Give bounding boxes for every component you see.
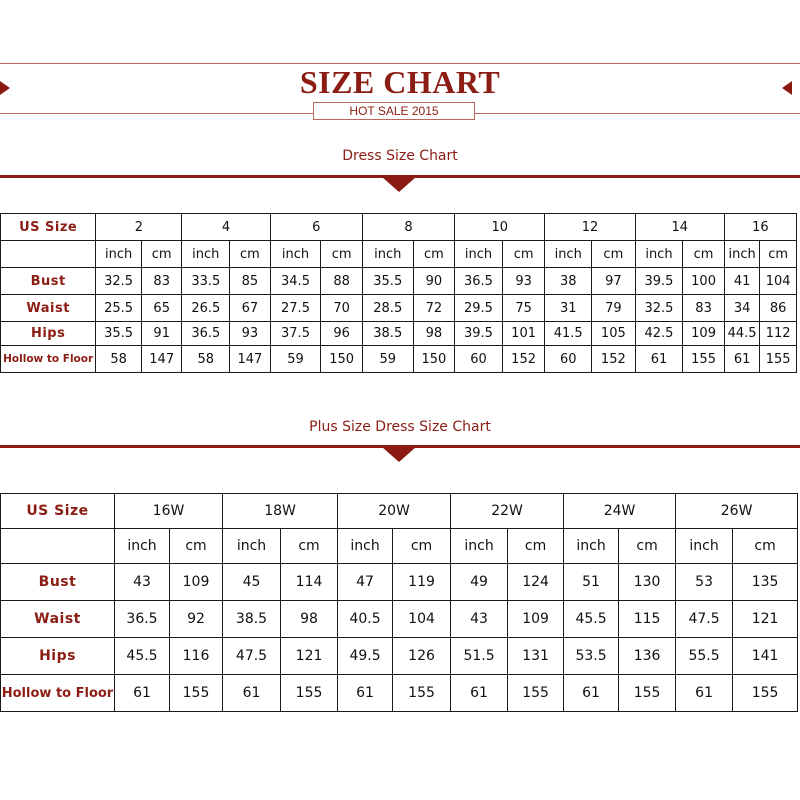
header-bottom-line-left bbox=[0, 113, 313, 114]
unit-cm: cm bbox=[393, 529, 451, 564]
table-cell: 43 bbox=[451, 601, 508, 638]
table-cell: 93 bbox=[502, 268, 545, 295]
table-cell: 32.5 bbox=[635, 295, 683, 322]
table-cell: 58 bbox=[96, 346, 142, 373]
plus-size-table bbox=[0, 493, 798, 712]
dress-row-hips bbox=[1, 322, 797, 346]
table-cell: 26.5 bbox=[182, 295, 230, 322]
table-cell: 92 bbox=[170, 601, 223, 638]
table-cell: 53 bbox=[676, 564, 733, 601]
unit-inch: inch bbox=[635, 241, 683, 268]
size-10: 10 bbox=[455, 214, 545, 241]
unit-cm: cm bbox=[141, 241, 182, 268]
unit-inch: inch bbox=[545, 241, 592, 268]
table-cell: 39.5 bbox=[635, 268, 683, 295]
table-cell: 135 bbox=[733, 564, 798, 601]
table-cell: 51.5 bbox=[451, 638, 508, 675]
table-cell: 29.5 bbox=[455, 295, 503, 322]
table-cell: 70 bbox=[321, 295, 363, 322]
page-subtitle: HOT SALE 2015 bbox=[313, 102, 475, 120]
unit-inch: inch bbox=[451, 529, 508, 564]
table-cell: 93 bbox=[230, 322, 271, 346]
unit-inch: inch bbox=[182, 241, 230, 268]
table-cell: 33.5 bbox=[182, 268, 230, 295]
table-cell: 36.5 bbox=[455, 268, 503, 295]
table-cell: 61 bbox=[724, 346, 759, 373]
table-cell: 72 bbox=[413, 295, 455, 322]
plus-unit-row bbox=[1, 529, 798, 564]
table-cell: 35.5 bbox=[96, 322, 142, 346]
table-cell: 97 bbox=[592, 268, 636, 295]
unit-cm: cm bbox=[413, 241, 455, 268]
table-cell: 100 bbox=[683, 268, 725, 295]
plus-size-header-row bbox=[1, 494, 798, 529]
table-cell: 45.5 bbox=[564, 601, 619, 638]
table-cell: 34 bbox=[724, 295, 759, 322]
table-cell: 61 bbox=[564, 675, 619, 712]
row-label-hips: Hips bbox=[1, 322, 96, 346]
table-cell: 61 bbox=[676, 675, 733, 712]
size-16: 16 bbox=[724, 214, 796, 241]
table-cell: 98 bbox=[281, 601, 338, 638]
table-cell: 98 bbox=[413, 322, 455, 346]
table-cell: 75 bbox=[502, 295, 545, 322]
size-22w: 22W bbox=[451, 494, 564, 529]
table-cell: 91 bbox=[141, 322, 182, 346]
dress-row-waist bbox=[1, 295, 797, 322]
size-14: 14 bbox=[635, 214, 724, 241]
table-cell: 53.5 bbox=[564, 638, 619, 675]
table-cell: 147 bbox=[230, 346, 271, 373]
table-cell: 60 bbox=[545, 346, 592, 373]
unit-cm: cm bbox=[760, 241, 797, 268]
table-cell: 130 bbox=[619, 564, 676, 601]
table-cell: 36.5 bbox=[115, 601, 170, 638]
plus-chart-down-arrow-icon bbox=[382, 447, 416, 462]
table-cell: 27.5 bbox=[270, 295, 321, 322]
table-cell: 152 bbox=[592, 346, 636, 373]
row-label-bust: Bust bbox=[1, 268, 96, 295]
us-size-label: US Size bbox=[1, 214, 96, 241]
row-label-hollow-to-floor: Hollow to Floor bbox=[1, 675, 115, 712]
size-20w: 20W bbox=[338, 494, 451, 529]
table-cell: 152 bbox=[502, 346, 545, 373]
table-cell: 47 bbox=[338, 564, 393, 601]
table-cell: 105 bbox=[592, 322, 636, 346]
table-cell: 114 bbox=[281, 564, 338, 601]
table-cell: 61 bbox=[115, 675, 170, 712]
unit-cm: cm bbox=[683, 241, 725, 268]
unit-inch: inch bbox=[564, 529, 619, 564]
unit-cm: cm bbox=[508, 529, 564, 564]
table-cell: 49.5 bbox=[338, 638, 393, 675]
unit-inch: inch bbox=[96, 241, 142, 268]
size-6: 6 bbox=[270, 214, 362, 241]
table-cell: 41.5 bbox=[545, 322, 592, 346]
table-cell: 38.5 bbox=[362, 322, 413, 346]
table-cell: 42.5 bbox=[635, 322, 683, 346]
table-cell: 55.5 bbox=[676, 638, 733, 675]
table-cell: 155 bbox=[683, 346, 725, 373]
plus-row-bust bbox=[1, 564, 798, 601]
unit-cm: cm bbox=[619, 529, 676, 564]
table-cell: 150 bbox=[413, 346, 455, 373]
unit-cm: cm bbox=[281, 529, 338, 564]
table-cell: 61 bbox=[338, 675, 393, 712]
table-cell: 155 bbox=[508, 675, 564, 712]
plus-row-hips bbox=[1, 638, 798, 675]
table-cell: 101 bbox=[502, 322, 545, 346]
table-cell: 86 bbox=[760, 295, 797, 322]
table-cell: 155 bbox=[619, 675, 676, 712]
table-cell: 65 bbox=[141, 295, 182, 322]
table-cell: 155 bbox=[393, 675, 451, 712]
unit-inch: inch bbox=[676, 529, 733, 564]
unit-inch: inch bbox=[362, 241, 413, 268]
dress-size-header-row bbox=[1, 214, 797, 241]
table-cell: 155 bbox=[170, 675, 223, 712]
row-label-waist: Waist bbox=[1, 601, 115, 638]
unit-cm: cm bbox=[733, 529, 798, 564]
table-cell: 39.5 bbox=[455, 322, 503, 346]
table-cell: 38.5 bbox=[223, 601, 281, 638]
unit-cm: cm bbox=[170, 529, 223, 564]
dress-row-hollow-to-floor bbox=[1, 346, 797, 373]
plus-row-hollow-to-floor bbox=[1, 675, 798, 712]
table-cell: 34.5 bbox=[270, 268, 321, 295]
row-label-hollow-to-floor: Hollow to Floor bbox=[1, 346, 96, 373]
table-cell: 36.5 bbox=[182, 322, 230, 346]
table-cell: 47.5 bbox=[223, 638, 281, 675]
table-cell: 136 bbox=[619, 638, 676, 675]
table-cell: 61 bbox=[223, 675, 281, 712]
table-cell: 85 bbox=[230, 268, 271, 295]
table-cell: 155 bbox=[760, 346, 797, 373]
table-cell: 88 bbox=[321, 268, 363, 295]
row-label-hips: Hips bbox=[1, 638, 115, 675]
table-cell: 37.5 bbox=[270, 322, 321, 346]
table-cell: 40.5 bbox=[338, 601, 393, 638]
table-cell: 124 bbox=[508, 564, 564, 601]
table-cell: 150 bbox=[321, 346, 363, 373]
table-cell: 38 bbox=[545, 268, 592, 295]
table-cell: 116 bbox=[170, 638, 223, 675]
table-cell: 79 bbox=[592, 295, 636, 322]
table-cell: 45 bbox=[223, 564, 281, 601]
table-cell: 61 bbox=[451, 675, 508, 712]
table-cell: 115 bbox=[619, 601, 676, 638]
dress-chart-title: Dress Size Chart bbox=[342, 148, 458, 164]
table-cell: 61 bbox=[635, 346, 683, 373]
table-cell: 41 bbox=[724, 268, 759, 295]
size-2: 2 bbox=[96, 214, 182, 241]
table-cell: 60 bbox=[455, 346, 503, 373]
table-cell: 25.5 bbox=[96, 295, 142, 322]
table-cell: 59 bbox=[270, 346, 321, 373]
table-cell: 104 bbox=[393, 601, 451, 638]
table-cell: 121 bbox=[733, 601, 798, 638]
size-26w: 26W bbox=[676, 494, 798, 529]
table-cell: 58 bbox=[182, 346, 230, 373]
table-cell: 43 bbox=[115, 564, 170, 601]
table-cell: 109 bbox=[170, 564, 223, 601]
unit-row-blank bbox=[1, 529, 115, 564]
size-4: 4 bbox=[182, 214, 270, 241]
table-cell: 32.5 bbox=[96, 268, 142, 295]
table-cell: 49 bbox=[451, 564, 508, 601]
table-cell: 141 bbox=[733, 638, 798, 675]
row-label-bust: Bust bbox=[1, 564, 115, 601]
table-cell: 44.5 bbox=[724, 322, 759, 346]
size-12: 12 bbox=[545, 214, 635, 241]
table-cell: 109 bbox=[683, 322, 725, 346]
table-cell: 51 bbox=[564, 564, 619, 601]
dress-unit-row bbox=[1, 241, 797, 268]
unit-cm: cm bbox=[592, 241, 636, 268]
size-8: 8 bbox=[362, 214, 454, 241]
row-label-waist: Waist bbox=[1, 295, 96, 322]
size-16w: 16W bbox=[115, 494, 223, 529]
table-cell: 96 bbox=[321, 322, 363, 346]
table-cell: 126 bbox=[393, 638, 451, 675]
table-cell: 67 bbox=[230, 295, 271, 322]
table-cell: 112 bbox=[760, 322, 797, 346]
table-cell: 59 bbox=[362, 346, 413, 373]
table-cell: 45.5 bbox=[115, 638, 170, 675]
table-cell: 147 bbox=[141, 346, 182, 373]
unit-inch: inch bbox=[338, 529, 393, 564]
table-cell: 35.5 bbox=[362, 268, 413, 295]
unit-inch: inch bbox=[270, 241, 321, 268]
table-cell: 155 bbox=[733, 675, 798, 712]
table-cell: 109 bbox=[508, 601, 564, 638]
plus-row-waist bbox=[1, 601, 798, 638]
table-cell: 155 bbox=[281, 675, 338, 712]
table-cell: 31 bbox=[545, 295, 592, 322]
unit-inch: inch bbox=[724, 241, 759, 268]
table-cell: 47.5 bbox=[676, 601, 733, 638]
dress-row-bust bbox=[1, 268, 797, 295]
unit-cm: cm bbox=[230, 241, 271, 268]
size-24w: 24W bbox=[564, 494, 676, 529]
us-size-label: US Size bbox=[1, 494, 115, 529]
unit-cm: cm bbox=[321, 241, 363, 268]
unit-row-blank bbox=[1, 241, 96, 268]
table-cell: 104 bbox=[760, 268, 797, 295]
unit-inch: inch bbox=[223, 529, 281, 564]
dress-size-table bbox=[0, 213, 797, 373]
table-cell: 28.5 bbox=[362, 295, 413, 322]
unit-inch: inch bbox=[455, 241, 503, 268]
page-title: SIZE CHART bbox=[299, 64, 501, 100]
table-cell: 90 bbox=[413, 268, 455, 295]
plus-chart-title: Plus Size Dress Size Chart bbox=[309, 419, 491, 435]
table-cell: 121 bbox=[281, 638, 338, 675]
unit-cm: cm bbox=[502, 241, 545, 268]
table-cell: 83 bbox=[683, 295, 725, 322]
unit-inch: inch bbox=[115, 529, 170, 564]
table-cell: 83 bbox=[141, 268, 182, 295]
table-cell: 119 bbox=[393, 564, 451, 601]
table-cell: 131 bbox=[508, 638, 564, 675]
size-18w: 18W bbox=[223, 494, 338, 529]
header-bottom-line-right bbox=[475, 113, 800, 114]
dress-chart-down-arrow-icon bbox=[382, 177, 416, 192]
